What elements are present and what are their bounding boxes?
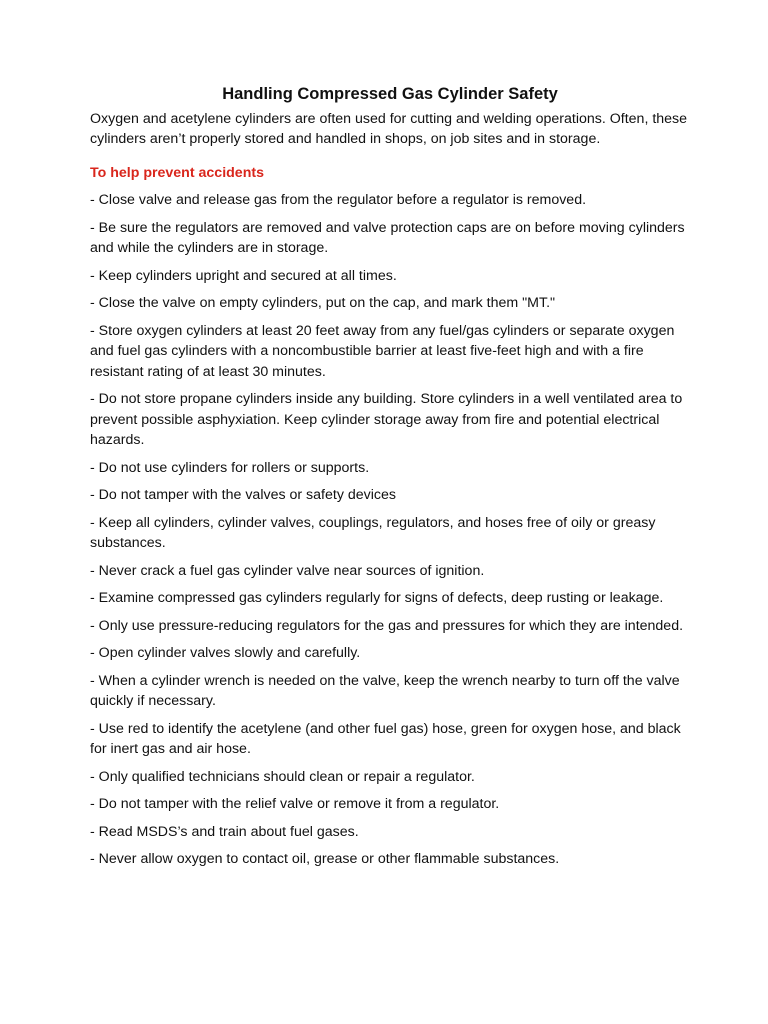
list-item: - Use red to identify the acetylene (and other fuel gas) hose, green for oxygen hose, and black for inert gas and air hose. (90, 720, 681, 757)
intro-paragraph: Oxygen and acetylene cylinders are often used for cutting and welding operations. Often, these cylinders aren’t properly stored and handled in shops, on job sites and in storage. (90, 111, 688, 147)
document-page (90, 84, 690, 870)
list-item: - Close valve and release gas from the regulator before a regulator is removed. (90, 192, 587, 208)
list-item: - Never allow oxygen to contact oil, grease or other flammable substances. (90, 851, 560, 867)
list-item: - Examine compressed gas cylinders regularly for signs of defects, deep rusting or leakage. (90, 590, 664, 606)
list-item: - Never crack a fuel gas cylinder valve near sources of ignition. (90, 562, 485, 579)
list-item: - Do not store propane cylinders inside any building. Store cylinders in a well ventilated area to prevent possible asphyxiation. Keep cylinder storage away from fire and potential electrical hazards. (90, 391, 683, 448)
list-item: - Read MSDS’s and train about fuel gases. (90, 823, 359, 840)
list-item: - Keep all cylinders, cylinder valves, couplings, regulators, and hoses free of oily or greasy substances. (90, 514, 656, 551)
list-item: - Store oxygen cylinders at least 20 feet away from any fuel/gas cylinders or separate oxygen and fuel gas cylinders with a noncombustible barrier at least five-feet high and with a fire resistant rating of at least 30 minutes. (90, 322, 675, 380)
list-item: - Do not use cylinders for rollers or supports. (90, 459, 370, 476)
document-title: Handling Compressed Gas Cylinder Safety (222, 85, 558, 103)
section-heading: To help prevent accidents (90, 165, 264, 181)
list-item: - Keep cylinders upright and secured at all times. (90, 267, 397, 284)
list-item: - Close the valve on empty cylinders, put on the cap, and mark them "MT." (90, 295, 556, 311)
list-item: - Open cylinder valves slowly and carefully. (90, 645, 361, 661)
list-item: - Only qualified technicians should clean or repair a regulator. (90, 768, 475, 785)
safety-list (90, 190, 690, 870)
list-item: - Only use pressure-reducing regulators for the gas and pressures for which they are intended. (90, 617, 684, 634)
list-item: - Do not tamper with the valves or safety devices (90, 487, 396, 503)
list-item: - Do not tamper with the relief valve or remove it from a regulator. (90, 796, 500, 812)
list-item: - When a cylinder wrench is needed on the valve, keep the wrench nearby to turn off the valve quickly if necessary. (90, 672, 680, 709)
list-item: - Be sure the regulators are removed and valve protection caps are on before moving cylinders and while the cylinders are in storage. (90, 219, 685, 256)
